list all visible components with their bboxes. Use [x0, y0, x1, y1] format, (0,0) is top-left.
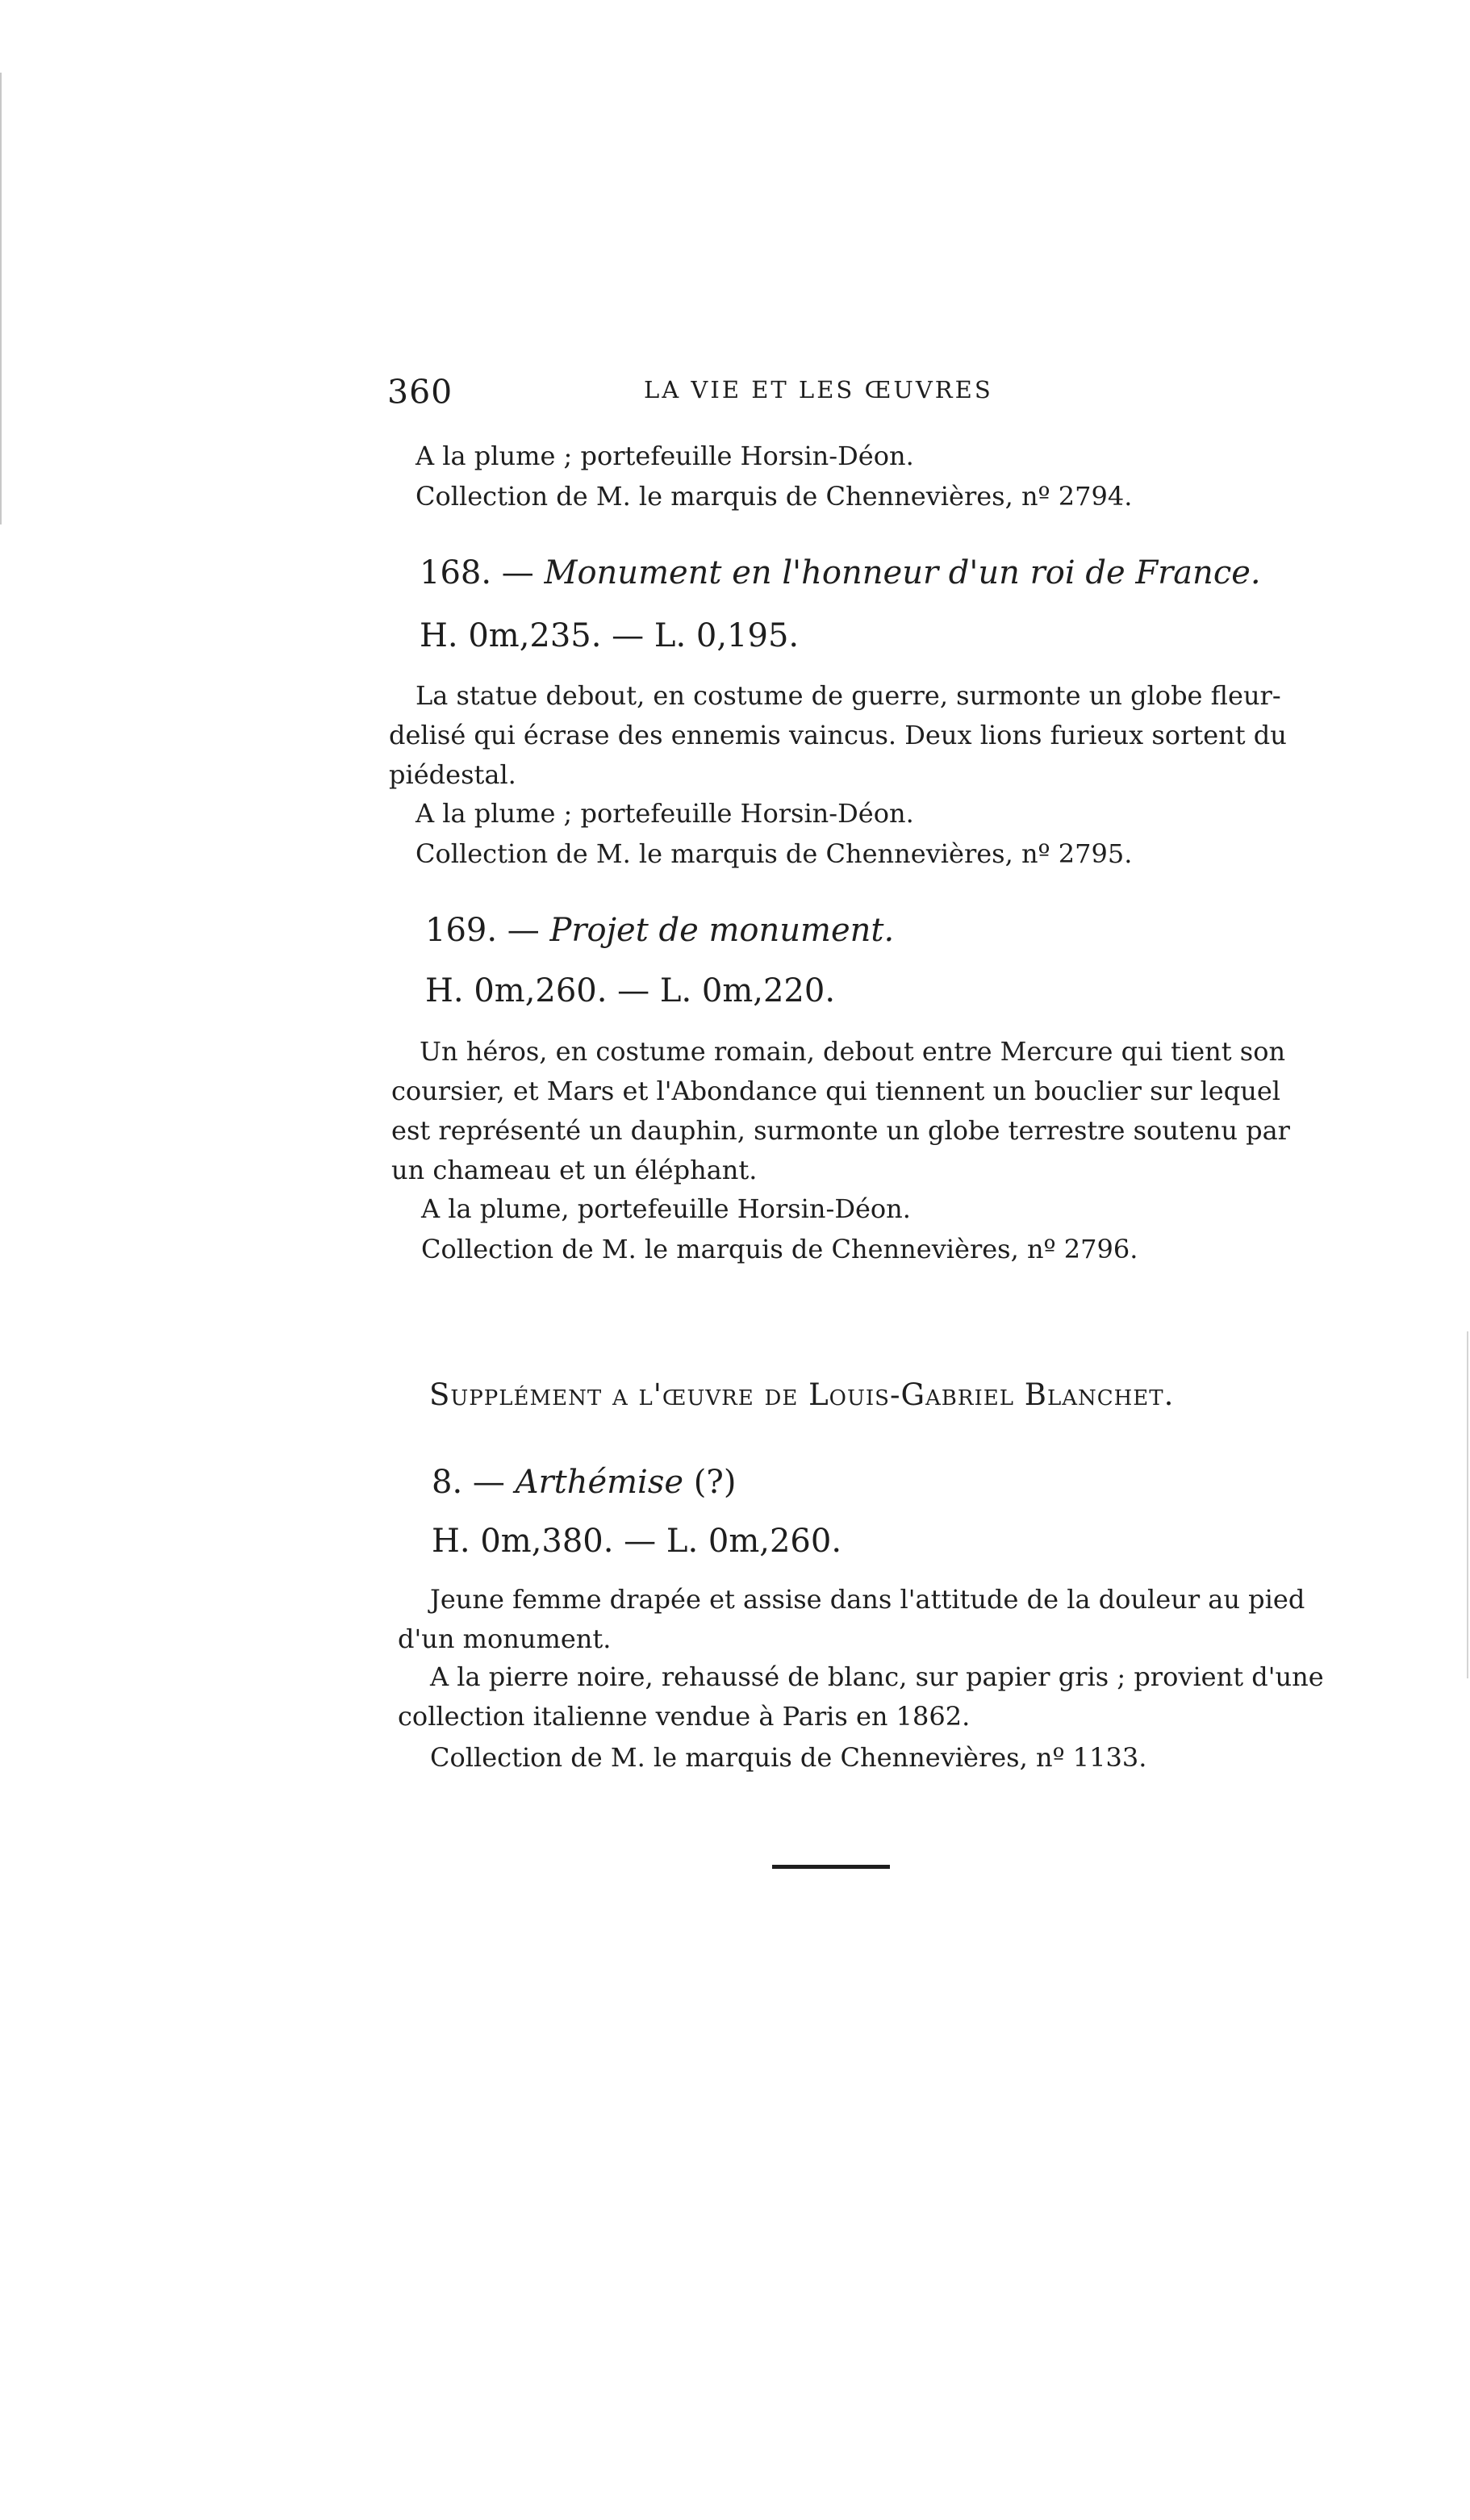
continuation-technique: A la plume ; portefeuille Horsin-Déon.: [416, 441, 914, 471]
scan-edge-left: [0, 73, 2, 524]
entry-169-description-line: coursier, et Mars et l'Abondance qui tiennent un bouclier sur lequel: [391, 1076, 1280, 1106]
entry-168-title: Monument en l'honneur d'un roi de France.: [544, 554, 1261, 591]
entry-8-description: [398, 1583, 1305, 1655]
entry-169-number: 169. —: [425, 912, 540, 949]
entry-168-description-line: La statue debout, en costume de guerre, surmonte un globe fleur-: [416, 680, 1281, 711]
entry-8-technique: [398, 1661, 1324, 1732]
entry-169-title: Projet de monument.: [549, 912, 895, 949]
entry-169-description-line: est représenté un dauphin, surmonte un globe terrestre soutenu par: [391, 1115, 1290, 1146]
entry-169-description-line: un chameau et un éléphant.: [391, 1155, 758, 1185]
page-header: [387, 373, 1000, 413]
entry-8-technique-line: collection italienne vendue à Paris en 1862.: [398, 1701, 971, 1732]
continuation-collection: Collection de M. le marquis de Chennevières, nº 2794.: [416, 481, 1133, 512]
entry-168-collection: Collection de M. le marquis de Chennevières, nº 2795.: [416, 838, 1133, 869]
supplement-heading: Supplément a l'œuvre de Louis-Gabriel Blanchet.: [429, 1377, 1175, 1412]
running-title: LA VIE ET LES ŒUVRES: [644, 376, 993, 403]
entry-8-description-line: d'un monument.: [398, 1624, 612, 1654]
entry-168-dimensions: H. 0m,235. — L. 0,195.: [420, 617, 800, 654]
entry-169-heading: [425, 910, 894, 951]
entry-8-technique-line: A la pierre noire, rehaussé de blanc, sur papier gris ; provient d'une: [430, 1661, 1324, 1692]
entry-8-number: 8. —: [432, 1464, 505, 1501]
entry-169-technique: A la plume, portefeuille Horsin-Déon.: [421, 1193, 911, 1224]
entry-169-dimensions: H. 0m,260. — L. 0m,220.: [425, 972, 836, 1009]
entry-168-description-line: piédestal.: [389, 759, 516, 790]
entry-169-description-line: Un héros, en costume romain, debout entre Mercure qui tient son: [420, 1036, 1286, 1067]
entry-169-collection: Collection de M. le marquis de Chennevières, nº 2796.: [421, 1234, 1138, 1264]
entry-168-number: 168. —: [420, 554, 534, 591]
entry-8-collection: Collection de M. le marquis de Chennevières, nº 1133.: [430, 1742, 1147, 1773]
section-end-rule: [772, 1865, 890, 1869]
scan-edge-right: [1467, 1331, 1468, 1678]
entry-168-description: [389, 679, 1287, 791]
entry-8-title-suffix: (?): [693, 1464, 737, 1501]
entry-168-heading: [420, 553, 1261, 593]
entry-8-description-line: Jeune femme drapée et assise dans l'attitude de la douleur au pied: [430, 1584, 1305, 1615]
entry-8-title: Arthémise: [515, 1464, 684, 1501]
entry-8-heading: [432, 1462, 736, 1502]
entry-168-description-line: delisé qui écrase des ennemis vaincus. Deux lions furieux sortent du: [389, 720, 1287, 750]
entry-8-dimensions: H. 0m,380. — L. 0m,260.: [432, 1523, 842, 1560]
entry-169-description: [391, 1035, 1290, 1186]
page-number: 360: [387, 373, 453, 412]
entry-168-technique: A la plume ; portefeuille Horsin-Déon.: [416, 798, 914, 829]
